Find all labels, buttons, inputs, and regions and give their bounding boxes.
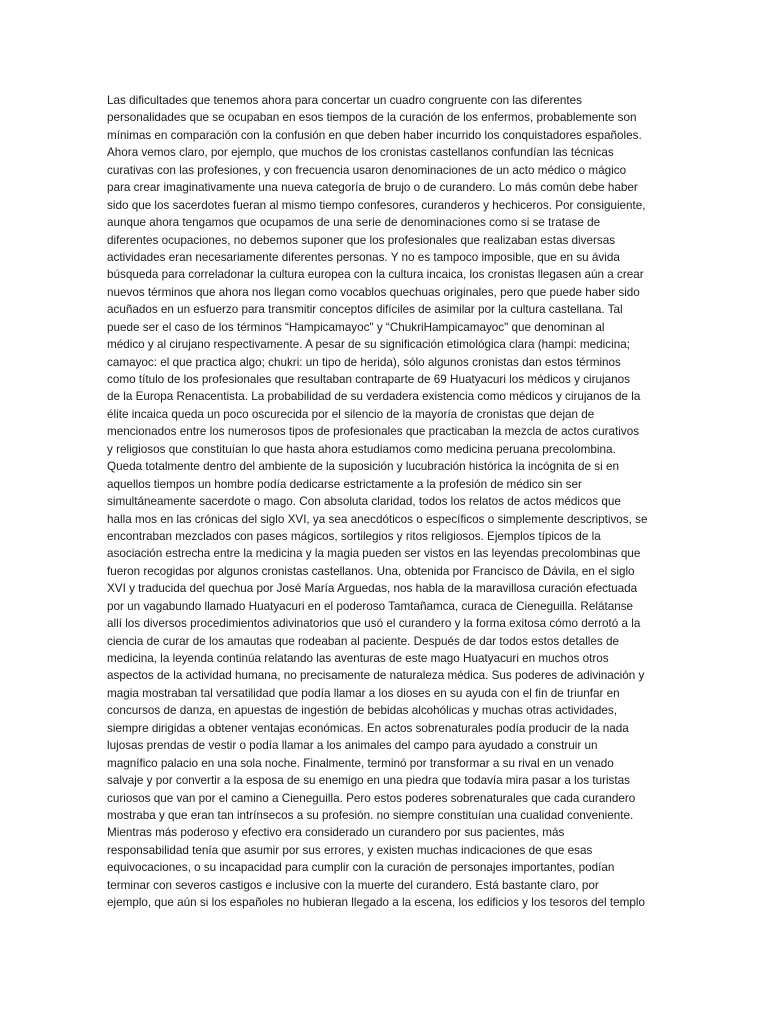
text-line: ejemplo, que aún si los españoles no hubieran llegado a la escena, los edificios y los tesoros del templo: [107, 896, 645, 910]
text-line: mencionados entre los numerosos tipos de profesionales que practicaban la mezcla de actos curativos: [107, 425, 640, 439]
text-line: Las dificultades que tenemos ahora para concertar un cuadro congruente con las diferentes: [107, 94, 582, 107]
text-line: y religiosos que constituían lo que hasta ahora estudiamos como medicina peruana precolombina.: [107, 442, 616, 456]
text-line: salvaje y por convertir a la esposa de su enemigo en una piedra que todavía mira pasar a los turistas: [107, 774, 630, 788]
text-line: búsqueda para correladonar la cultura europea con la cultura incaica, los cronistas llegasen aún a crear: [107, 268, 644, 282]
text-line: curativas con las profesiones, y con frecuencia usaron denominaciones de un acto médico o mágico: [107, 163, 627, 177]
text-line: camayoc: el que practica algo; chukri: un tipo de herida), sólo algunos cronistas dan estos términos: [107, 355, 621, 369]
text-line: mínimas en comparación con la confusión en que deben haber incurrido los conquistadores españoles.: [107, 128, 642, 142]
text-line: diferentes ocupaciones, no debemos suponer que los profesionales que realizaban estas diversas: [107, 233, 616, 247]
text-line: Mientras más poderoso y efectivo era considerado un curandero por sus pacientes, más: [107, 826, 565, 840]
text-line: para crear imaginativamente una nueva categoría de brujo o de curandero. Lo más común debe haber: [107, 181, 638, 195]
text-line: allí los diversos procedimientos adivinatorios que usó el curandero y la forma exitosa cómo derrotó a la: [107, 617, 641, 631]
text-line: magnífico palacio en una sola noche. Finalmente, terminó por transformar a su rival en un venado: [107, 756, 614, 770]
text-line: mostraba y que eran tan intrínsecos a su profesión. no siempre constituían una cualidad conveniente.: [107, 808, 634, 822]
text-line: puede ser el caso de los términos “Hampicamayoc" y “ChukriHampicamayoc" que denominan al: [107, 320, 605, 334]
text-line: personalidades que se ocupaban en esos tiempos de la curación de los enfermos, probablemente son: [107, 111, 637, 125]
text-line: asociación estrecha entre la medicina y la magia pueden ser vistos en las leyendas precolombinas que: [107, 547, 641, 561]
body-paragraph: [107, 92, 659, 912]
text-line: médico y al cirujano respectivamente. A pesar de su significación etimológica clara (hampi: medicina;: [107, 338, 630, 352]
text-line: aspectos de la actividad humana, no precisamente de naturaleza médica. Sus poderes de adivinación y: [107, 669, 645, 683]
text-line: siempre dirigidas a obtener ventajas económicas. En actos sobrenaturales podía producir de la nada: [107, 721, 629, 735]
text-line: terminar con severos castigos e inclusive con la muerte del curandero. Está bastante claro, por: [107, 878, 599, 892]
text-line: XVI y traducida del quechua por José María Arguedas, nos habla de la maravillosa curación efectuada: [107, 582, 638, 596]
text-line: Ahora vemos claro, por ejemplo, que muchos de los cronistas castellanos confundían las técnicas: [107, 146, 614, 160]
text-line: lujosas prendas de vestir o podía llamar a los animales del campo para ayudado a construir un: [107, 739, 598, 753]
text-line: élite incaica queda un poco oscurecida por el silencio de la mayoría de cronistas que dejan de: [107, 407, 595, 421]
text-line: equivocaciones, o su incapacidad para cumplir con la curación de personajes importantes, podían: [107, 861, 615, 875]
text-line: por un vagabundo llamado Huatyacuri en el poderoso Tamtañamca, curaca de Cieneguilla. Relátanse: [107, 599, 634, 613]
text-line: aunque ahora tengamos que ocupamos de una serie de denominaciones como si se tratase de: [107, 216, 601, 230]
text-line: sido que los sacerdotes fueran al mismo tiempo confesores, curanderos y hechiceros. Por consiguiente,: [107, 198, 646, 212]
text-line: curiosos que van por el camino a Cieneguilla. Pero estos poderes sobrenaturales que cada curandero: [107, 791, 636, 805]
text-line: aquellos tiempos un hombre podía dedicarse estrictamente a la profesión de médico sin ser: [107, 477, 582, 491]
text-line: ciencia de curar de los amautas que rodeaban al paciente. Después de dar todos estos detalles de: [107, 634, 619, 648]
text-line: responsabilidad tenía que asumir por sus errores, y existen muchas indicaciones de que esas: [107, 843, 593, 857]
text-line: medicina, la leyenda continúa relatando las aventuras de este mago Huatyacuri en muchos otros: [107, 652, 609, 665]
text-line: de la Europa Renacentista. La probabilidad de su verdadera existencia como médicos y cirujanos de la: [107, 390, 641, 404]
text-line: nuevos términos que ahora nos llegan como vocablos quechuas originales, pero que puede haber sido: [107, 285, 640, 299]
text-line: actividades eran necesariamente diferentes personas. Y no es tampoco imposible, que en su ávida: [107, 250, 620, 264]
text-line: como título de los profesionales que resultaban contraparte de 69 Huatyacuri los médicos y cirujanos: [107, 373, 630, 386]
text-line: Queda totalmente dentro del ambiente de la suposición y lucubración histórica la incógnita de si en: [107, 460, 619, 474]
text-line: halla mos en las crónicas del siglo XVI, ya sea anecdóticos o específicos o simplemente descriptivos, se: [107, 512, 648, 526]
text-line: fueron recogidas por algunos cronistas castellanos. Una, obtenida por Francisco de Dávila, en el siglo: [107, 564, 635, 578]
text-line: acuñados en un esfuerzo para transmitir conceptos difíciles de asimilar por la cultura castellana. Tal: [107, 303, 623, 317]
text-line: simultáneamente sacerdote o mago. Con absoluta claridad, todos los relatos de actos médicos que: [107, 495, 621, 509]
text-line: encontraban mezclados con pases mágicos, sortilegios y ritos religiosos. Ejemplos típicos de la: [107, 529, 601, 543]
text-line: magia mostraban tal versatilidad que podía llamar a los dioses en su ayuda con el fin de triunfar en: [107, 686, 620, 700]
text-line: concursos de danza, en apuestas de ingestión de bebidas alcohólicas y muchas otras actividades,: [107, 704, 618, 718]
